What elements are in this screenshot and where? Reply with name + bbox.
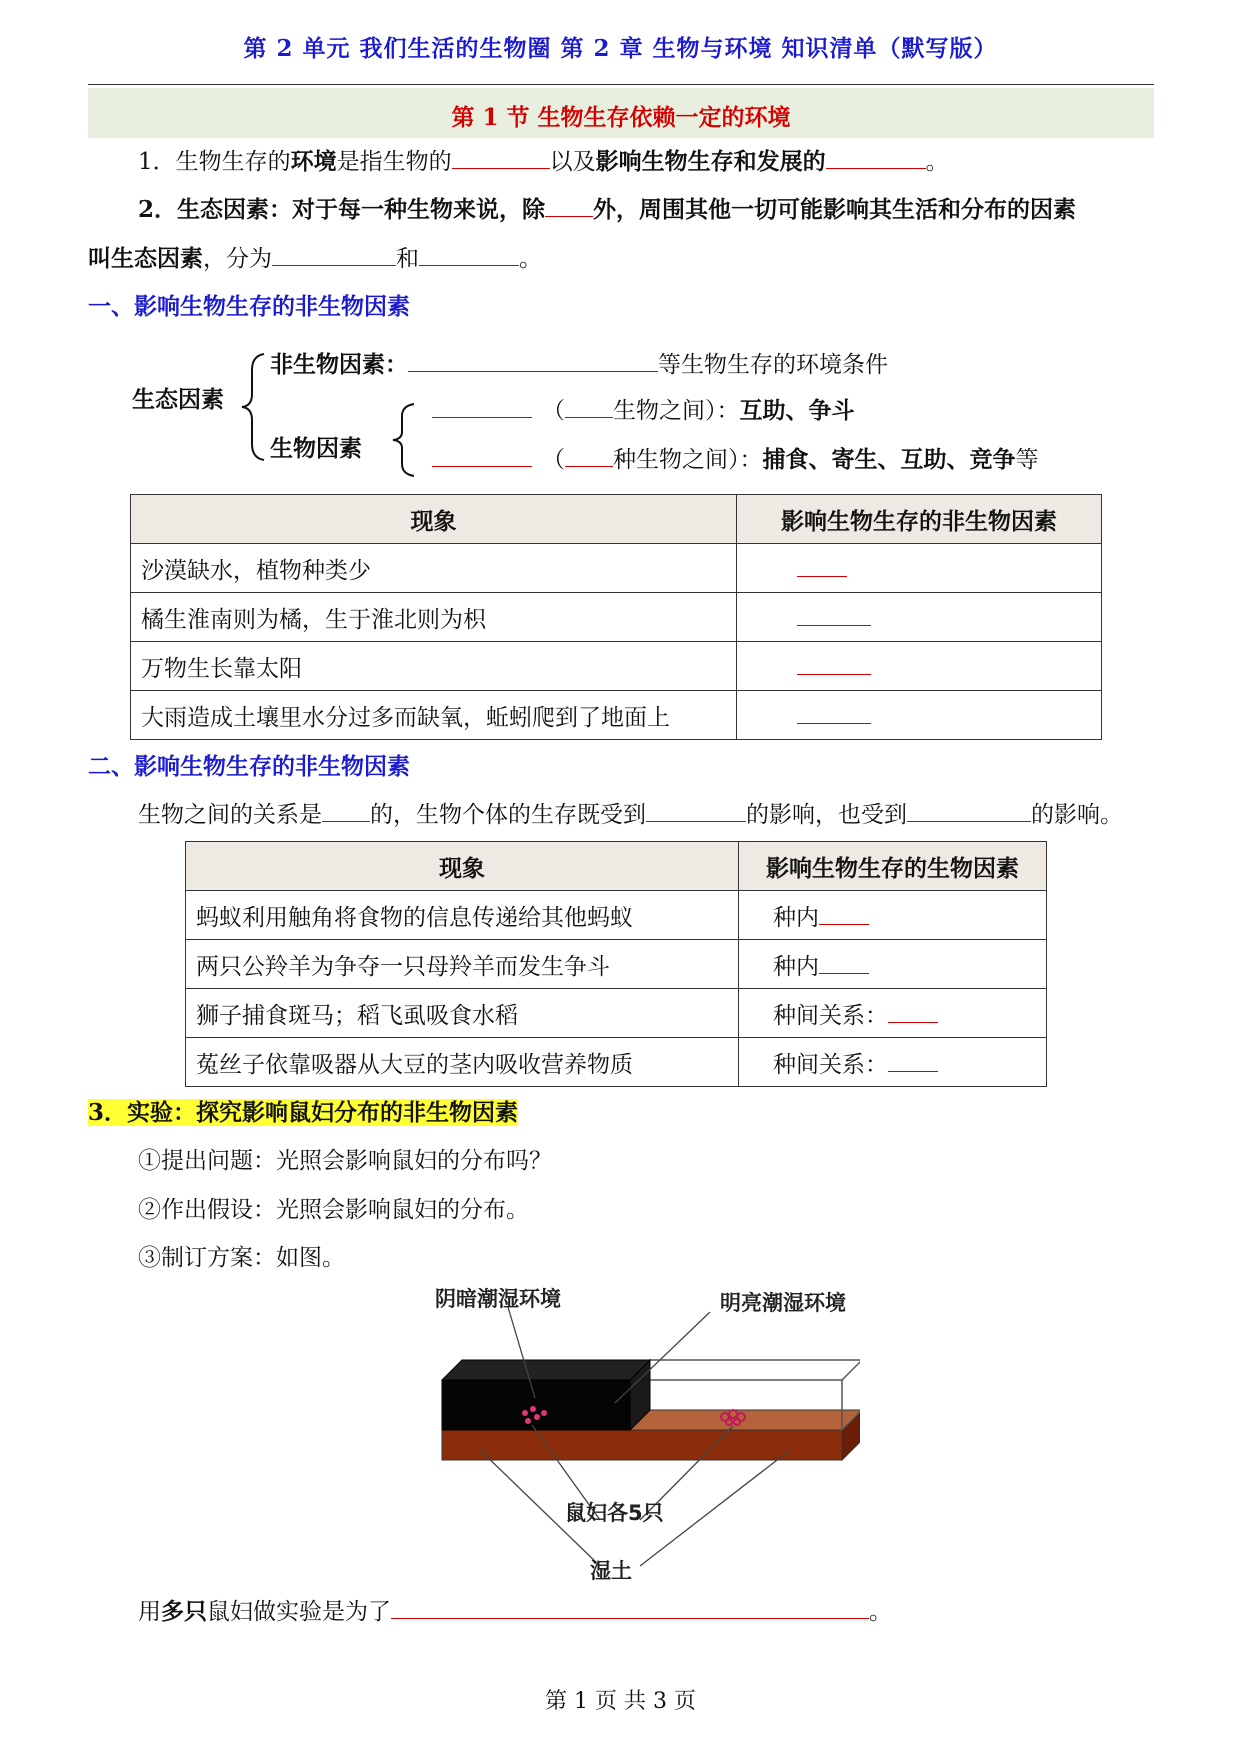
table-cell <box>739 1038 1047 1087</box>
fill-blank[interactable] <box>545 194 593 217</box>
fill-blank[interactable] <box>391 1596 869 1619</box>
table-header-cell: 现象 <box>186 842 739 891</box>
text: 。 <box>519 246 542 272</box>
figure-label-bright: 明亮潮湿环境 <box>720 1291 846 1315</box>
fill-blank[interactable] <box>322 799 370 822</box>
table-row <box>131 642 1102 691</box>
table-header-cell: 影响生物生存的生物因素 <box>739 842 1047 891</box>
text: 。 <box>925 149 949 175</box>
experiment-step-1: ①提出问题：光照会影响鼠妇的分布吗？ <box>138 1148 552 1174</box>
fill-blank[interactable] <box>565 444 613 467</box>
fill-blank[interactable] <box>419 243 519 266</box>
bold-text: 外，周围其他一切可能影响其生活和分布的因素 <box>593 196 1077 223</box>
figure-label-pillbugs: 鼠妇各5只 <box>565 1501 664 1525</box>
left-brace-icon <box>390 402 418 478</box>
table-cell: 蚂蚁利用触角将食物的信息传递给其他蚂蚁 <box>186 891 739 940</box>
experiment-title <box>88 1096 518 1130</box>
text: 的，生物个体的生存既受到 <box>370 802 646 828</box>
table-row <box>186 1038 1047 1087</box>
bold-text: 互助、争斗 <box>739 397 855 424</box>
table-cell <box>739 891 1047 940</box>
fill-blank[interactable] <box>452 146 550 169</box>
fill-blank[interactable] <box>272 243 396 266</box>
bold-text: 多只 <box>161 1598 207 1625</box>
table-row <box>186 989 1047 1038</box>
fill-blank[interactable] <box>432 444 532 467</box>
tree-root-label: 生态因素 <box>132 386 224 413</box>
table-row <box>131 544 1102 593</box>
tree-abiotic <box>270 348 888 382</box>
fill-blank[interactable] <box>888 1000 938 1023</box>
text: （ <box>542 447 565 473</box>
table-cell: 狮子捕食斑马；稻飞虱吸食水稻 <box>186 989 739 1038</box>
tree-biotic-row2 <box>432 443 1039 477</box>
text: 的影响，也受到 <box>746 802 907 828</box>
text: 和 <box>396 246 419 272</box>
table-cell: 万物生长靠太阳 <box>131 642 737 691</box>
fill-blank[interactable] <box>797 603 871 626</box>
text: 种生物之间）： <box>613 447 763 473</box>
item-1 <box>138 145 949 179</box>
table-biotic <box>185 841 1047 1087</box>
table-row <box>131 691 1102 740</box>
figure-label-soil: 湿土 <box>590 1559 632 1583</box>
experiment-question <box>138 1595 892 1629</box>
table-cell: 橘生淮南则为橘，生于淮北则为枳 <box>131 593 737 642</box>
table-header-row <box>131 495 1102 544</box>
text: 种间关系： <box>773 1002 888 1029</box>
bold-text: 叫生态因素 <box>88 245 203 272</box>
fill-blank[interactable] <box>797 652 871 675</box>
item-number: 1． <box>138 149 176 175</box>
tree-biotic <box>270 432 362 466</box>
text: 是指生物的 <box>336 149 452 175</box>
table-cell <box>737 642 1102 691</box>
fill-blank[interactable] <box>888 1049 938 1072</box>
figure-label-dark: 阴暗潮湿环境 <box>435 1287 561 1311</box>
section-title: 第 1 节 生物生存依赖一定的环境 <box>451 104 791 131</box>
left-brace-icon <box>238 352 268 462</box>
text: 等 <box>1015 447 1039 473</box>
para-relations <box>138 798 1123 832</box>
text: 生物生存的 <box>175 149 291 175</box>
text: 的影响。 <box>1031 802 1123 828</box>
table-cell: 沙漠缺水，植物种类少 <box>131 544 737 593</box>
dark-box-top <box>442 1360 650 1380</box>
text: 用 <box>138 1599 161 1625</box>
table-abiotic <box>130 494 1102 740</box>
text: 生物之间）： <box>613 398 740 424</box>
fill-blank[interactable] <box>819 951 869 974</box>
fill-blank[interactable] <box>826 146 926 169</box>
fill-blank[interactable] <box>408 349 658 372</box>
table-cell <box>737 691 1102 740</box>
text: 。 <box>869 1599 892 1625</box>
bold-text: 环境 <box>290 148 337 175</box>
experiment-title-text: 3．实验：探究影响鼠妇分布的非生物因素 <box>88 1099 519 1126</box>
header-divider <box>88 84 1154 85</box>
table-header-cell: 影响生物生存的非生物因素 <box>737 495 1102 544</box>
text: 等生物生存的环境条件 <box>658 352 888 378</box>
fill-blank[interactable] <box>565 395 613 418</box>
biotic-label: 生物因素 <box>270 435 362 462</box>
heading-biotic: 二、影响生物生存的非生物因素 <box>88 753 410 780</box>
text: 种内 <box>773 953 819 980</box>
dark-box-front <box>442 1380 630 1430</box>
table-cell <box>739 940 1047 989</box>
table-cell: 菟丝子依靠吸器从大豆的茎内吸收营养物质 <box>186 1038 739 1087</box>
table-row <box>186 940 1047 989</box>
item-number: 2． <box>138 196 178 223</box>
table-cell: 两只公羚羊为争夺一只母羚羊而发生争斗 <box>186 940 739 989</box>
page-header-title: 第 2 单元 我们生活的生物圈 第 2 章 生物与环境 知识清单（默写版） <box>243 35 998 62</box>
item-2-line2 <box>88 242 542 276</box>
tree-root <box>132 383 224 417</box>
text: 种内 <box>773 904 819 931</box>
text: （ <box>542 398 565 424</box>
text: 生物之间的关系是 <box>138 802 322 828</box>
experiment-step-2: ②作出假设：光照会影响鼠妇的分布。 <box>138 1197 529 1223</box>
table-header-cell: 现象 <box>131 495 737 544</box>
fill-blank[interactable] <box>819 902 869 925</box>
table-cell <box>737 593 1102 642</box>
fill-blank[interactable] <box>797 701 871 724</box>
text: 鼠妇做实验是为了 <box>207 1599 391 1625</box>
bold-text: 捕食、寄生、互助、竞争 <box>762 446 1016 473</box>
text: 以及 <box>549 149 596 175</box>
tree-biotic-row1 <box>432 394 855 428</box>
heading-abiotic: 一、影响生物生存的非生物因素 <box>88 293 410 320</box>
bold-text: 生态因素：对于每一种生物来说，除 <box>177 196 546 223</box>
fill-blank[interactable] <box>797 554 847 577</box>
table-header-row <box>186 842 1047 891</box>
abiotic-label: 非生物因素： <box>270 351 408 378</box>
experiment-step-3: ③制订方案：如图。 <box>138 1245 345 1271</box>
fill-blank[interactable] <box>432 395 532 418</box>
table-cell <box>739 989 1047 1038</box>
table-row <box>186 891 1047 940</box>
bold-text: 影响生物生存和发展的 <box>595 148 826 175</box>
fill-blank[interactable] <box>646 799 746 822</box>
table-cell <box>737 544 1102 593</box>
text: ，分为 <box>203 246 272 272</box>
page-footer: 第 1 页 共 3 页 <box>545 1689 696 1714</box>
text: 种间关系： <box>773 1051 888 1078</box>
item-2-line1 <box>138 193 1076 227</box>
table-cell: 大雨造成土壤里水分过多而缺氧，蚯蚓爬到了地面上 <box>131 691 737 740</box>
fill-blank[interactable] <box>907 799 1031 822</box>
table-row <box>131 593 1102 642</box>
